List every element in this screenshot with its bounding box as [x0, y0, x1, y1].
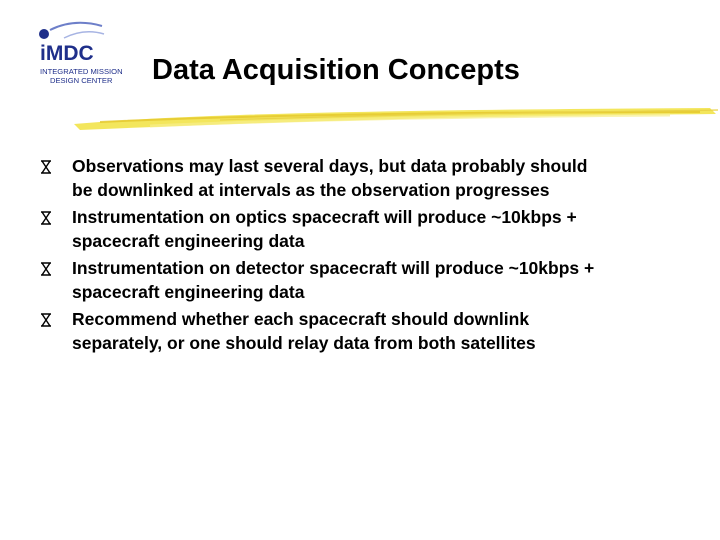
logo-main-text: iMDC [40, 42, 94, 65]
bullet-line2: be downlinked at intervals as the observation progresses [72, 180, 550, 200]
bullet-item [40, 256, 700, 304]
imdc-logo [34, 16, 134, 92]
bullet-list [40, 154, 700, 358]
brush-stroke-graphic [70, 100, 720, 134]
bullet-line1: Instrumentation on optics spacecraft will produce ~10kbps + [72, 207, 577, 227]
bullet-line2: separately, or one should relay data from both satellites [72, 333, 536, 353]
logo-sphere [39, 29, 49, 39]
page-title: Data Acquisition Concepts [152, 54, 520, 86]
hourglass-bullet-icon [40, 262, 52, 276]
logo-swirl-2 [64, 32, 104, 38]
hourglass-bullet-icon [40, 160, 52, 174]
bullet-line1: Instrumentation on detector spacecraft will produce ~10kbps + [72, 258, 595, 278]
bullet-line2: spacecraft engineering data [72, 231, 305, 251]
logo-line2-text: DESIGN CENTER [50, 76, 113, 85]
hourglass-bullet-icon [40, 313, 52, 327]
logo-line1-text: INTEGRATED MISSION [40, 67, 123, 76]
bullet-item [40, 205, 700, 253]
bullet-line2: spacecraft engineering data [72, 282, 305, 302]
imdc-logo-graphic [34, 16, 134, 92]
bullet-item [40, 154, 700, 202]
bullet-item [40, 307, 700, 355]
hourglass-bullet-icon [40, 211, 52, 225]
bullet-line1: Observations may last several days, but data probably should [72, 156, 588, 176]
bullet-line1: Recommend whether each spacecraft should downlink [72, 309, 530, 329]
title-underline-brush [70, 100, 720, 134]
logo-swirl [50, 23, 102, 30]
